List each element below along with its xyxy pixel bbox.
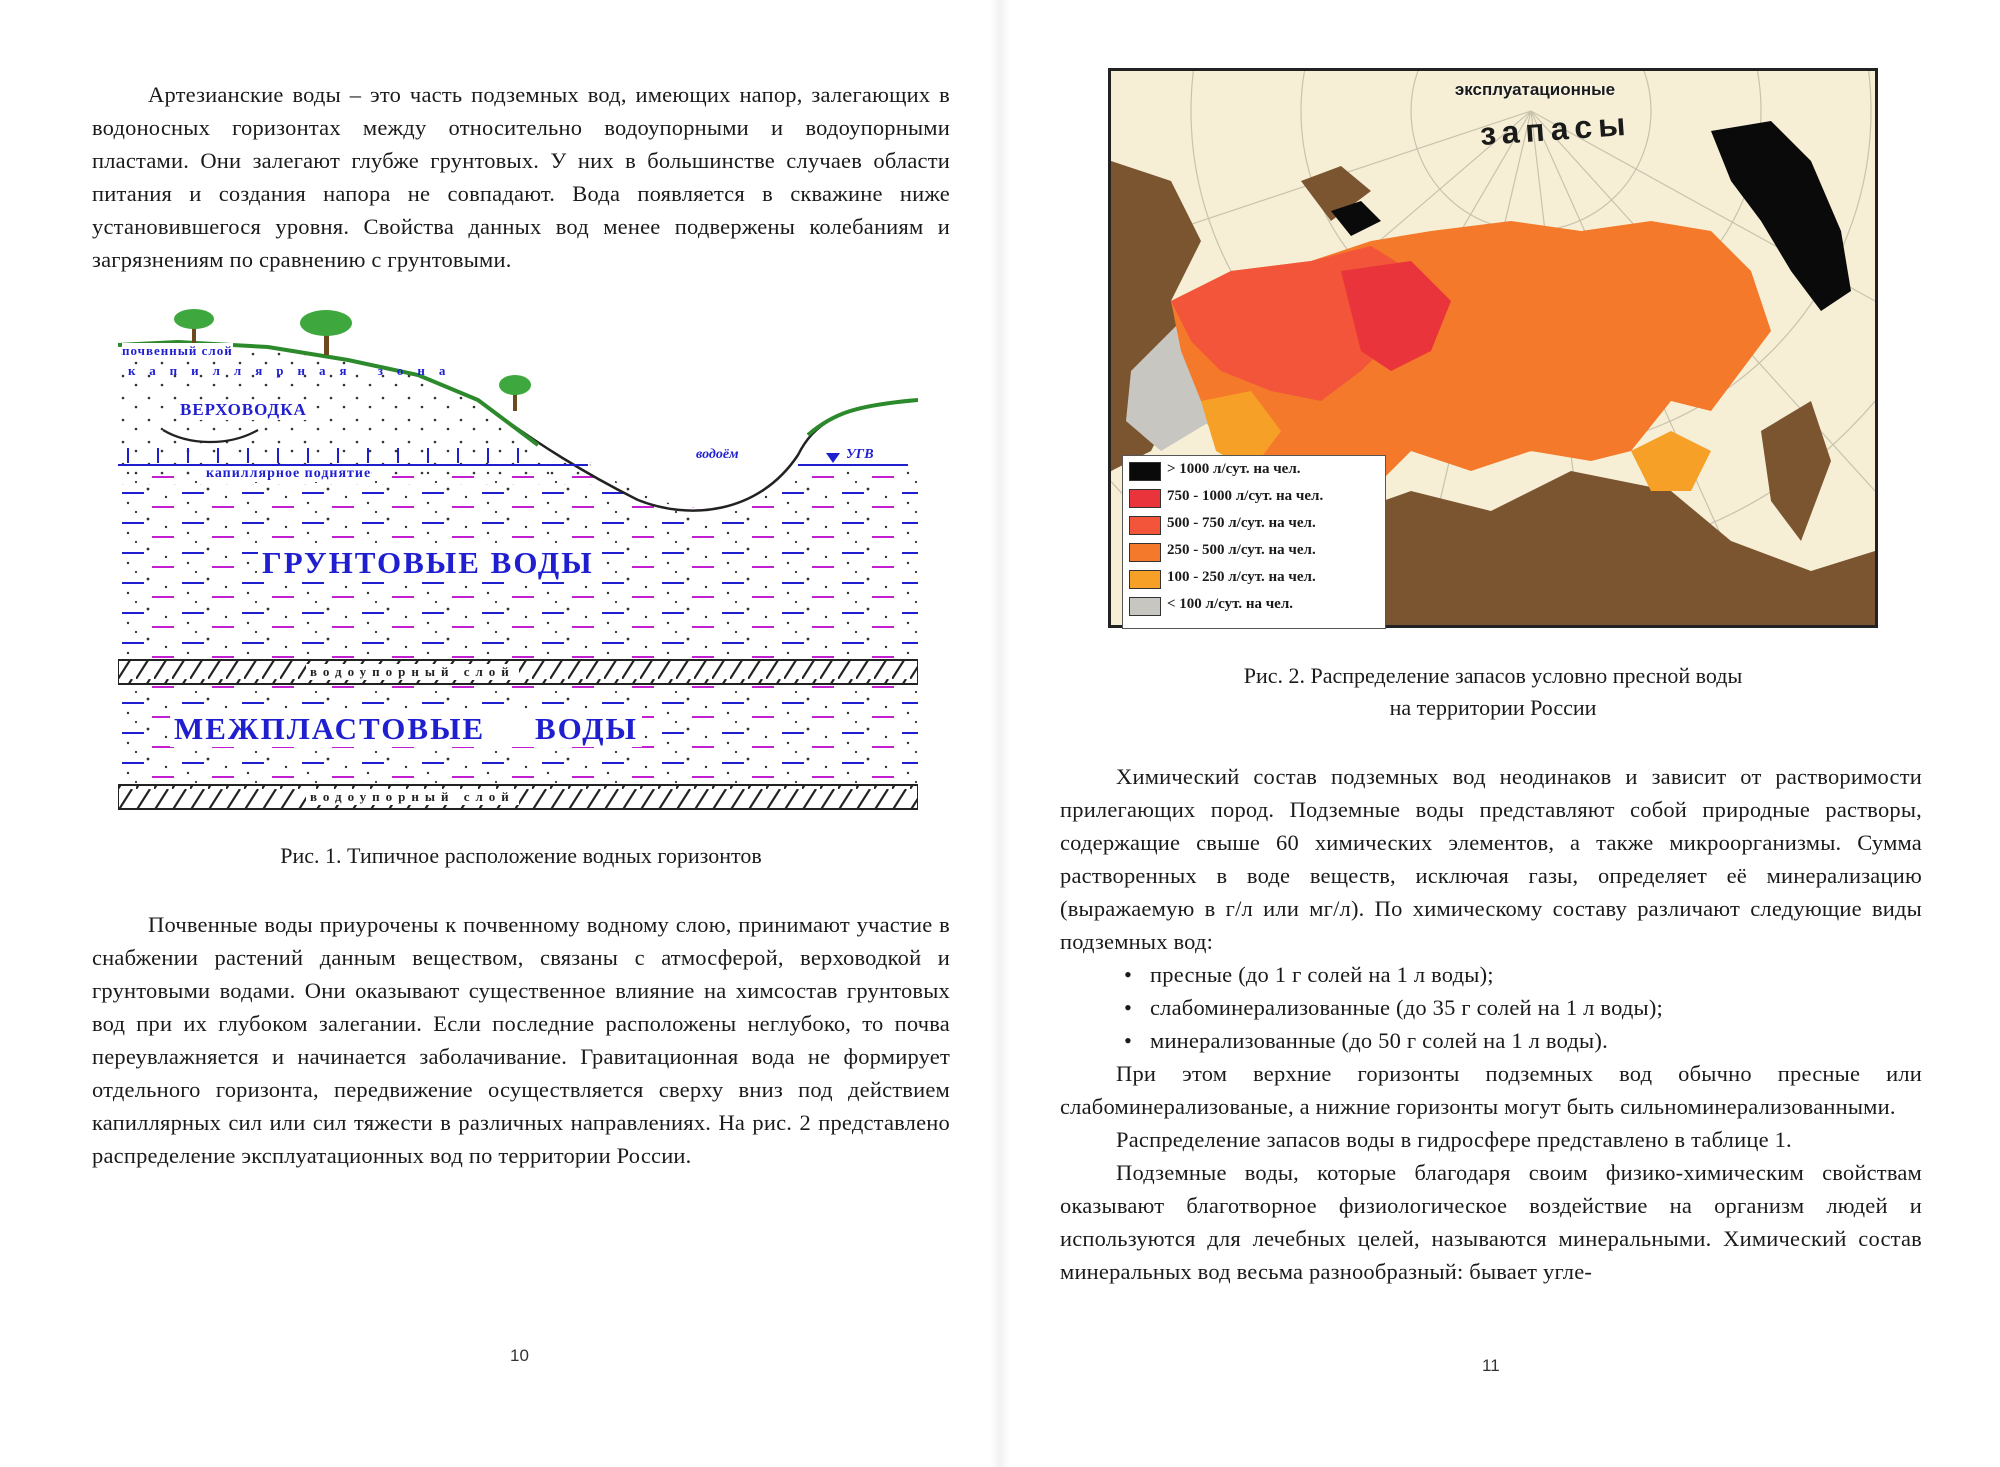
map-title: эксплуатационные xyxy=(1454,80,1616,99)
right-paragraph-2: При этом верхние горизонты подземных вод обычно пресные или слабоминерализованые, а нижние горизонты могут быть сильноминерализованными. xyxy=(1060,1061,1922,1119)
legend-item: < 100 л/сут. на чел. xyxy=(1123,591,1385,618)
legend-swatch xyxy=(1129,597,1161,616)
mineralization-list xyxy=(1060,958,1922,1057)
tree-icon xyxy=(174,309,214,345)
label-perched-water: ВЕРХОВОДКА xyxy=(180,400,307,419)
left-paragraph-2: Почвенные воды приурочены к почвенному водному слою, принимают участие в снабжении растений данным веществом, связаны с атмосферой, верховодкой и грунтовыми водами. Они оказывают существенное влияние на химсостав грунтовых вод при их глубоком залегании. Если последние расположены неглубоко, то почва переувлажняется и начинается заболачивание. Гравитационная вода не формирует отдельного горизонта, передвижение осуществляется сверху вниз под действием капиллярных сил или сил тяжести в различных направлениях. На рис. 2 представлено распределение эксплуатационных вод по территории России. xyxy=(92,912,950,1168)
legend-swatch xyxy=(1129,489,1161,508)
legend-item: > 1000 л/сут. на чел. xyxy=(1123,456,1385,483)
legend-swatch xyxy=(1129,570,1161,589)
tree-icon xyxy=(300,310,352,355)
list-item: • пресные (до 1 г солей на 1 л воды); xyxy=(1060,958,1922,991)
page-number-left: 10 xyxy=(510,1346,529,1365)
list-item: • минерализованные (до 50 г солей на 1 л воды). xyxy=(1060,1024,1922,1057)
grass-line-right xyxy=(808,400,918,435)
legend-item: 100 - 250 л/сут. на чел. xyxy=(1123,564,1385,591)
left-paragraph-1: Артезианские воды – это часть подземных вод, имеющих напор, залегающих в водоносных горизонтах между относительно водоупорными и водоупорными пластами. Они залегают глубже грунтовых. У них в большинстве случаев области питания и создания напора не совпадают. Вода появляется в скважине ниже установившегося уровня. Свойства данных вод менее подвержены колебаниям и загрязнениям по сравнению с грунтовыми. xyxy=(92,82,950,272)
map-legend xyxy=(1122,455,1386,629)
label-soil-layer: почвенный слой xyxy=(122,343,233,358)
label-water-body: водоём xyxy=(696,447,739,462)
tree-icon xyxy=(499,375,531,411)
page-number-right: 11 xyxy=(1482,1356,1500,1375)
legend-swatch xyxy=(1129,543,1161,562)
right-paragraph-3: Распределение запасов воды в гидросфере представлено в таблице 1. xyxy=(1116,1127,1792,1152)
map-subtitle: запасы xyxy=(1478,105,1633,153)
list-item: • слабоминерализованные (до 35 г солей на 1 л воды); xyxy=(1060,991,1922,1024)
figure-2-caption: Рис. 2. Распределение запасов условно пресной воды на территории России xyxy=(1243,663,1743,720)
figure-1-aquifer-diagram xyxy=(118,305,918,820)
figure-1-caption: Рис. 1. Типичное расположение водных горизонтов xyxy=(280,843,762,868)
right-paragraph-4: Подземные воды, которые благодаря своим физико-химическим свойствам оказывают благотворное физиологическое воздействие на организм людей и используются для лечебных целей, называются минеральными. Химический состав минеральных вод весьма разнообразный: бывает угле- xyxy=(1060,1160,1922,1284)
label-aquiclude-lower: водоупорный слой xyxy=(306,789,519,805)
water-table-marker-icon xyxy=(826,453,840,463)
label-water-table: УГВ xyxy=(846,447,874,462)
label-groundwater: ГРУНТОВЫЕ ВОДЫ xyxy=(258,545,598,581)
legend-swatch xyxy=(1129,516,1161,535)
legend-item: 500 - 750 л/сут. на чел. xyxy=(1123,510,1385,537)
legend-swatch xyxy=(1129,462,1161,481)
legend-item: 750 - 1000 л/сут. на чел. xyxy=(1123,483,1385,510)
label-interstratal-water: МЕЖПЛАСТОВЫЕ ВОДЫ xyxy=(170,711,642,747)
label-aquiclude-upper: водоупорный слой xyxy=(306,664,519,680)
right-text-block xyxy=(1060,760,1922,1288)
label-capillary-fringe: капиллярное поднятие xyxy=(206,466,372,481)
legend-item: 250 - 500 л/сут. на чел. xyxy=(1123,537,1385,564)
right-paragraph-1: Химический состав подземных вод неодинаков и зависит от растворимости прилегающих пород. Подземные воды представляют собой природные растворы, содержащие свыше 60 химических элементов, а также микроорганизмы. Сумма растворенных в воде веществ, исключая газы, определяет её минерализацию (выражаемую в г/л или мг/л). По химическому составу различают следующие виды подземных вод: xyxy=(1060,764,1922,954)
label-capillary-zone: капиллярная зона xyxy=(128,363,460,378)
